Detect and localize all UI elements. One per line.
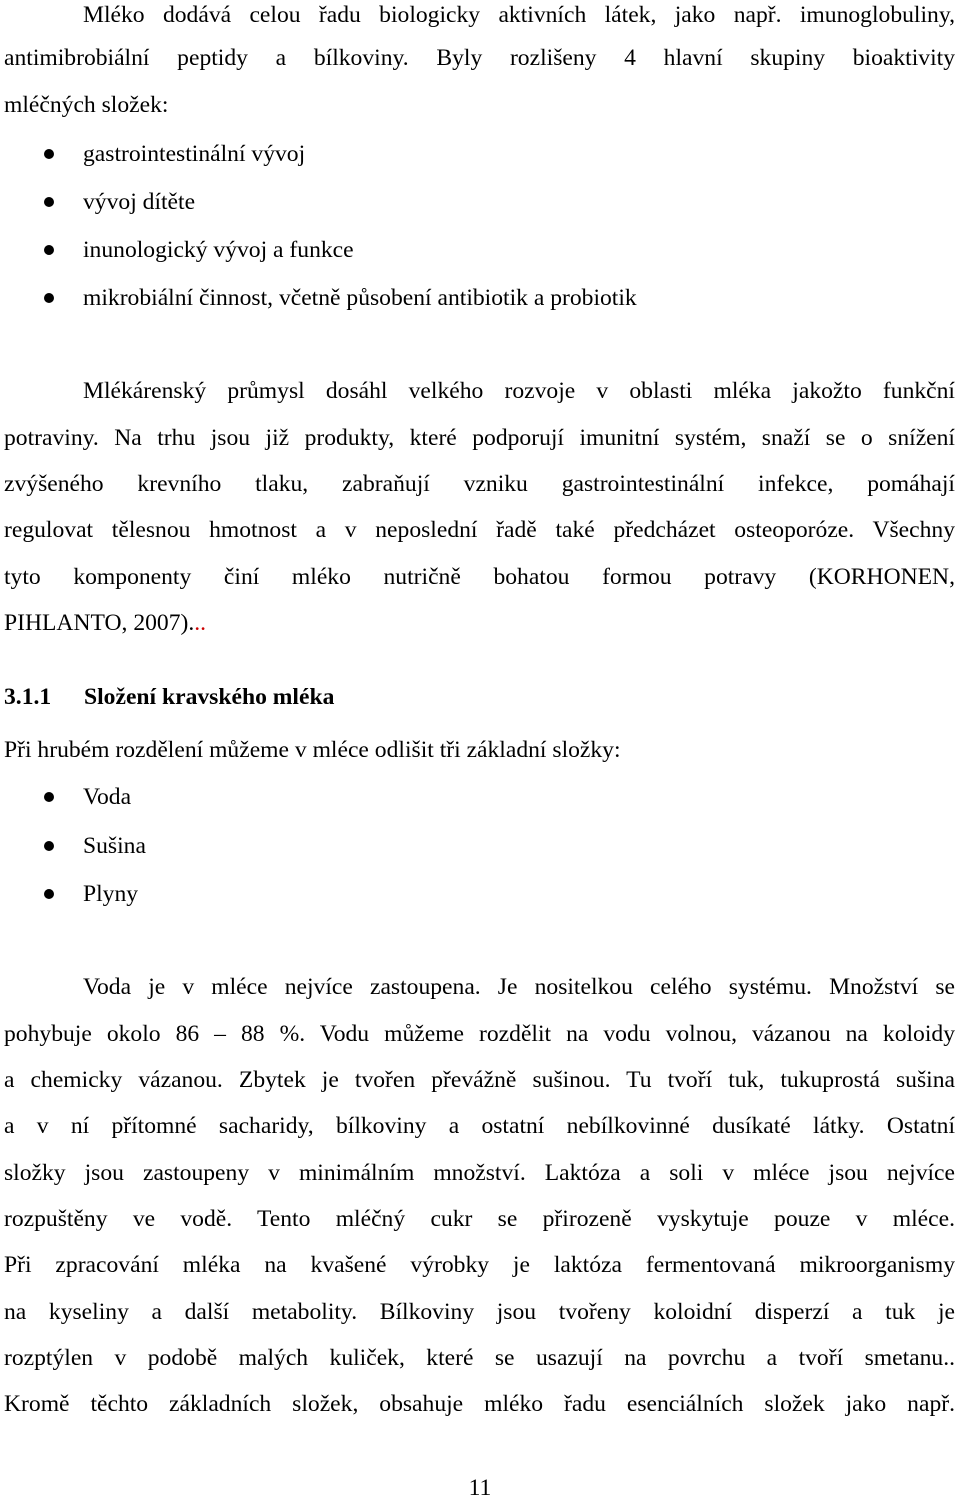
paragraph-3-line-2: pohybuje okolo 86 – 88 %. Vodu můžeme rozdělit na vodu volnou, vázanou na koloidy [4, 1021, 955, 1047]
paragraph-2-line-5: tyto komponenty činí mléko nutričně bohatou formou potravy (KORHONEN, [4, 564, 955, 590]
paragraph-3-line-7: Při zpracování mléka na kvašené výrobky je laktóza fermentovaná mikroorganismy [4, 1252, 955, 1278]
list-item: vývoj dítěte [83, 189, 196, 215]
bullet-icon [44, 841, 54, 851]
paragraph-1-line-1: Mléko dodává celou řadu biologicky aktivních látek, jako např. imunoglobuliny, [83, 2, 955, 28]
components-intro: Při hrubém rozdělení můžeme v mléce odlišit tři základní složky: [4, 737, 621, 763]
paragraph-3-line-5: složky jsou zastoupeny v minimálním množství. Laktóza a soli v mléce jsou nejvíce [4, 1160, 955, 1186]
paragraph-3-line-1: Voda je v mléce nejvíce zastoupena. Je nositelkou celého systému. Množství se [83, 974, 955, 1000]
bullet-icon [44, 197, 54, 207]
paragraph-2-line-1: Mlékárenský průmysl dosáhl velkého rozvoje v oblasti mléka jakožto funkční [83, 378, 955, 404]
paragraph-1-line-3: mléčných složek: [4, 92, 169, 118]
page-number: 11 [468, 1475, 492, 1501]
paragraph-3-line-4: a v ní přítomné sacharidy, bílkoviny a ostatní nebílkovinné dusíkaté látky. Ostatní [4, 1113, 955, 1139]
list-item: mikrobiální činnost, včetně působení antibiotik a probiotik [83, 285, 637, 311]
section-heading [4, 682, 334, 712]
bullet-icon [44, 245, 54, 255]
section-title: Složení kravského mléka [84, 684, 335, 710]
paragraph-2-line-3: zvýšeného krevního tlaku, zabraňují vzniku gastrointestinální infekce, pomáhají [4, 471, 955, 497]
paragraph-2-line-6 [4, 608, 955, 638]
list-item: Sušina [83, 833, 146, 859]
list-item: Voda [83, 784, 132, 810]
bullet-icon [44, 149, 54, 159]
citation-text: PIHLANTO, 2007). [4, 610, 195, 636]
trailing-dots: .. [194, 610, 207, 636]
paragraph-2-line-4: regulovat tělesnou hmotnost a v neposlední řadě také předcházet osteoporóze. Všechny [4, 517, 955, 543]
paragraph-2-line-2: potraviny. Na trhu jsou již produkty, které podporují imunitní systém, snaží se o snížení [4, 425, 955, 451]
bullet-icon [44, 792, 54, 802]
bullet-icon [44, 889, 54, 899]
section-number: 3.1.1 [4, 684, 52, 710]
bullet-icon [44, 293, 54, 303]
list-item: Plyny [83, 881, 139, 907]
paragraph-3-line-3: a chemicky vázanou. Zbytek je tvořen převážně sušinou. Tu tvoří tuk, tukuprostá sušina [4, 1067, 955, 1093]
paragraph-3-line-10: Kromě těchto základních složek, obsahuje mléko řadu esenciálních složek jako např. [4, 1391, 955, 1417]
paragraph-1-line-2: antimibrobiální peptidy a bílkoviny. Byly rozlišeny 4 hlavní skupiny bioaktivity [4, 45, 955, 71]
paragraph-3-line-9: rozptýlen v podobě malých kuliček, které se usazují na povrchu a tvoří smetanu.. [4, 1345, 955, 1371]
list-item: inunologický vývoj a funkce [83, 237, 354, 263]
paragraph-3-line-6: rozpuštěny ve vodě. Tento mléčný cukr se přirozeně vyskytuje pouze v mléce. [4, 1206, 955, 1232]
list-item: gastrointestinální vývoj [83, 141, 306, 167]
paragraph-3-line-8: na kyseliny a další metabolity. Bílkoviny jsou tvořeny koloidní disperzí a tuk je [4, 1299, 955, 1325]
